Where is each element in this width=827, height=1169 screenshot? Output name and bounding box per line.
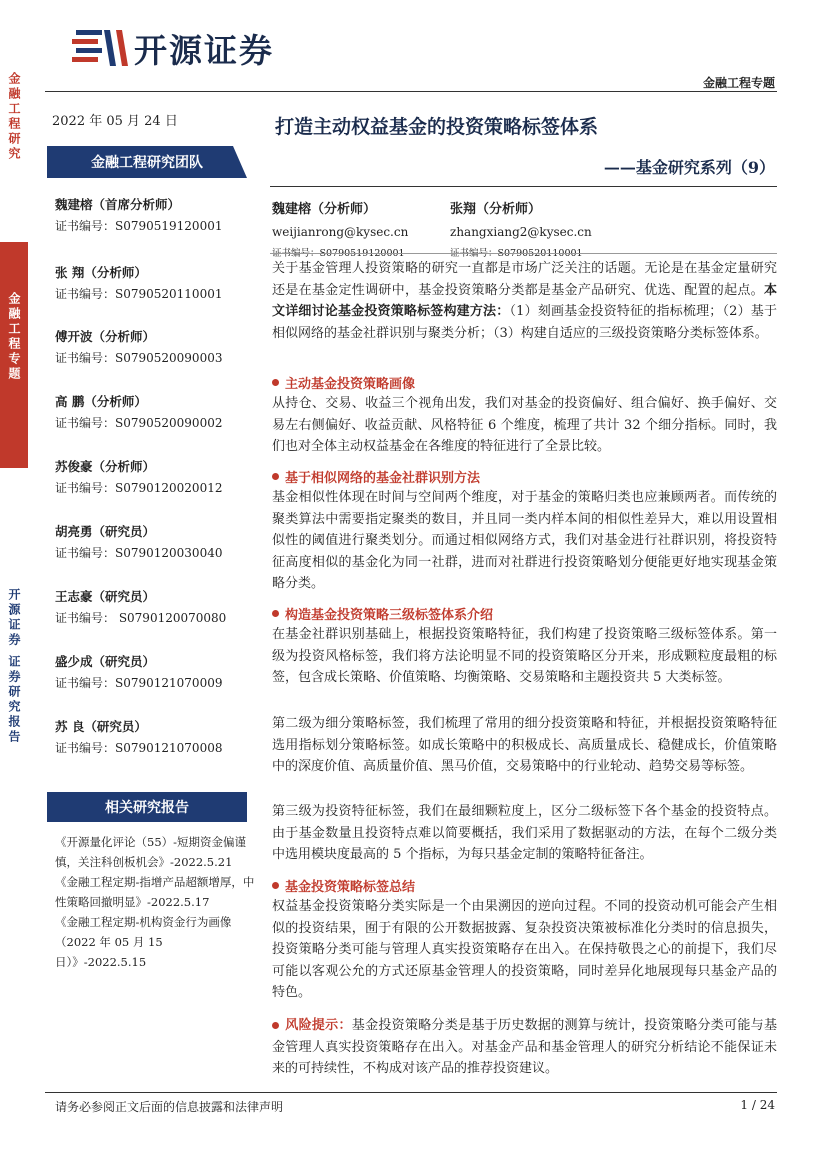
brand-name: 开源证券 [134, 30, 274, 70]
analyst-card [55, 195, 255, 234]
section-body: 基金相似性体现在时间与空间两个维度，对于基金的策略归类也应兼顾两者。而传统的聚类算法中需要指定聚类的数目，并且同一类内样本间的相似性差异大，难以用设置相似性的阈值进行聚类划分。而通过相似网络方式，我们对基金进行社群识别，将投资特征高度相似的基金化为同一社群，进而对社群进行投资策略划分便能更好地实现基金策略分类。 [272, 490, 777, 591]
report-subtitle: ——基金研究系列（9） [603, 158, 775, 177]
risk-label: 风险提示： [285, 1018, 352, 1033]
edge-tab-topic [0, 242, 28, 468]
analyst-license: 证书编号：S0790121070008 [55, 741, 223, 755]
analyst-license: 证书编号：S0790520090002 [55, 416, 223, 430]
page-number: 1 / 24 [740, 1098, 775, 1112]
analyst-license: 证书编号：S0790121070009 [55, 676, 223, 690]
risk-warning [272, 1015, 777, 1080]
section-body: 第三级为投资特征标签，我们在最细颗粒度上，区分二级标签下各个基金的投资特点。由于基金数量且投资特点难以简要概括，我们采用了数据驱动的方法，在每个二级分类中选用模块度最高的 5 个指标，为每只基金定制的策略特征备注。 [272, 804, 777, 862]
footer-disclaimer: 请务必参阅正文后面的信息披露和法律声明 [55, 1100, 284, 1114]
section-title: 构造基金投资策略三级标签体系介绍 [285, 608, 494, 623]
section-title: 主动基金投资策略画像 [285, 377, 416, 392]
analyst-card [55, 327, 255, 366]
analyst-name: 王志豪（研究员） [55, 589, 156, 604]
analyst-card [55, 587, 255, 626]
analyst-name: 高 鹏（分析师） [55, 394, 147, 409]
analyst-card [55, 263, 255, 302]
logo-mark-icon [72, 26, 128, 70]
related-reports-list [55, 832, 255, 972]
related-reports-title: 相关研究报告 [105, 800, 189, 816]
section-heading [272, 604, 493, 623]
bullet-icon [272, 610, 279, 617]
section-heading [272, 876, 415, 895]
edge-tab-brand-label: 开源证券 证券研究报告 [7, 588, 21, 746]
related-report-link[interactable]: 《金融工程定期-机构资金行为画像（2022 年 05 月 15 日）》-2022.5.15 [55, 915, 232, 969]
analyst-card [55, 392, 255, 431]
analyst-card [55, 457, 255, 496]
report-date: 2022 年 05 月 24 日 [52, 114, 178, 129]
intro-emphasis: 本文详细讨论基金投资策略标签构建方法： [272, 282, 777, 319]
author-license [272, 245, 408, 259]
related-report-link[interactable]: 《金融工程定期-指增产品超额增厚，中性策略回撤明显》-2022.5.17 [55, 875, 255, 909]
team-title: 金融工程研究团队 [91, 155, 203, 171]
team-title-bar [47, 146, 247, 178]
bullet-icon [272, 379, 279, 386]
author-name: 魏建榕（分析师） [272, 202, 377, 217]
section-body: 在基金社群识别基础上，根据投资策略特征，我们构建了投资策略三级标签体系。第一级为投资风格标签，我们将方法论明显不同的投资策略区分开来，形成颗粒度最粗的标签，包含成长策略、价值策略、均衡策略、交易策略和主题投资共 5 大类标签。 [272, 627, 777, 685]
analyst-name: 苏 良（研究员） [55, 719, 147, 734]
edge-tab-topic-label: 金融工程专题 [7, 292, 21, 382]
intro-methods: （1）刻画基金投资特征的指标梳理；（2）基于相似网络的基金社群识别与聚类分析；（3）构建自适应的三级投资策略分类标签体系。 [272, 304, 777, 341]
author-email[interactable]: weijianrong@kysec.cn [272, 225, 409, 239]
author-block [450, 198, 592, 259]
footer-divider [45, 1092, 777, 1093]
related-report-link[interactable]: 《开源量化评论（55）-短期资金偏谨慎，关注科创板机会》-2022.5.21 [55, 835, 247, 869]
section-body: 第二级为细分策略标签，我们梳理了常用的细分投资策略和特征，并根据投资策略特征选用指标划分策略标签。如成长策略中的积极成长、高质量成长、稳健成长，价值策略中的深度价值、高质量价值、黑马价值，交易策略中的行业轮动、趋势交易等标签。 [272, 716, 777, 774]
section-heading [272, 373, 415, 392]
analyst-card [55, 522, 255, 561]
report-title: 打造主动权益基金的投资策略标签体系 [275, 116, 599, 138]
analyst-name: 胡亮勇（研究员） [55, 524, 156, 539]
brand-logo [72, 24, 332, 72]
edge-tab-research [0, 60, 28, 252]
bullet-icon [272, 1022, 279, 1029]
risk-text: 基金投资策略分类是基于历史数据的测算与统计，投资策略分类可能与基金管理人真实投资策略存在出入。对基金产品和基金管理人的研究分析结论不能保证未来的可持续性，不构成对该产品的推荐投资建议。 [272, 1018, 777, 1076]
analyst-license: 证书编号：S0790120030040 [55, 546, 223, 560]
report-type-tag: 金融工程专题 [702, 76, 775, 90]
analyst-name: 傅开波（分析师） [55, 329, 156, 344]
author-email[interactable]: zhangxiang2@kysec.cn [450, 225, 592, 239]
title-divider [270, 186, 777, 187]
analyst-name: 魏建榕（首席分析师） [55, 197, 181, 212]
analyst-license: 证书编号：S0790120020012 [55, 481, 223, 495]
analyst-license: 证书编号：S0790519120001 [55, 219, 223, 233]
bullet-icon [272, 473, 279, 480]
edge-tab-research-label: 金融工程研究 [7, 72, 21, 162]
author-block [272, 198, 408, 259]
section-title: 基于相似网络的基金社群识别方法 [285, 471, 481, 486]
related-reports-bar [47, 792, 247, 822]
analyst-card [55, 652, 255, 691]
analyst-license: 证书编号：S0790520110001 [55, 287, 223, 301]
analyst-license: 证书编号：S0790520090003 [55, 351, 223, 365]
intro-text: 关于基金管理人投资策略的研究一直都是市场广泛关注的话题。无论是在基金定量研究还是在基金定性调研中，基金投资策略分类都是基金产品研究、优选、配置的起点。 [272, 261, 777, 298]
bullet-icon [272, 882, 279, 889]
analyst-name: 盛少成（研究员） [55, 654, 156, 669]
author-license [450, 245, 592, 259]
section-title: 基金投资策略标签总结 [285, 880, 416, 895]
analyst-name: 苏俊豪（分析师） [55, 459, 156, 474]
section-heading [272, 467, 480, 486]
analyst-license: 证书编号： S0790120070080 [55, 611, 227, 625]
intro-paragraph [272, 258, 777, 344]
header-divider [45, 91, 777, 92]
author-name: 张翔（分析师） [450, 202, 542, 217]
analyst-card [55, 717, 255, 756]
edge-tab-brand [0, 468, 28, 848]
corner-notch [233, 146, 247, 178]
section-body: 权益基金投资策略分类实际是一个由果溯因的逆向过程。不同的投资动机可能会产生相似的投资结果，囿于有限的公开数据披露、复杂投资决策被标准化分类时的信息损失，投资策略分类可能与管理人真实投资策略存在出入。在保持敬畏之心的前提下，我们尽可能以客观公允的方式还原基金管理人的投资策略，同时差异化地展现每只基金产品的特色。 [272, 899, 777, 1000]
section-body: 从持仓、交易、收益三个视角出发，我们对基金的投资偏好、组合偏好、换手偏好、交易左右侧偏好、收益贡献、风格特征 6 个维度，梳理了共计 32 个细分指标。同时，我们也对全体主动权益基金在各维度的特征进行了全景比较。 [272, 396, 777, 454]
author-divider [270, 253, 777, 254]
analyst-name: 张 翔（分析师） [55, 265, 147, 280]
